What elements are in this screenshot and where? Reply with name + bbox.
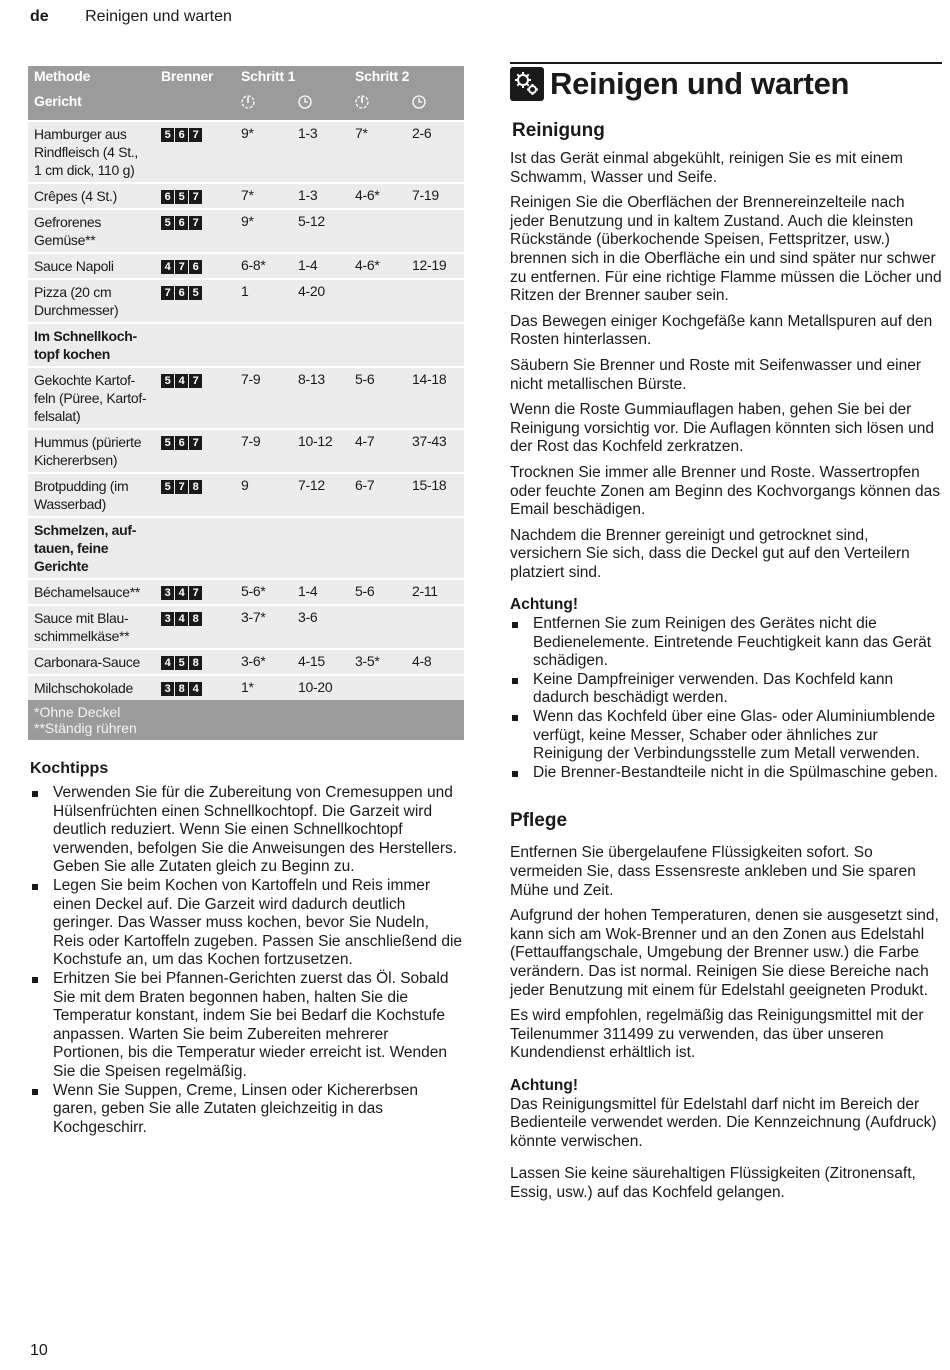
list-item: Erhitzen Sie bei Pfannen-Gerichten zuerst das Öl. Sobald Sie mit dem Braten begonnen haben, halten Sie die Temperatur konstant, indem Sie bei Bedarf die Kochstufe anpassen. Warten Sie beim Zubereiten mehrerer Portionen, bis die Temperatur wieder erreicht ist. Wenden Sie die Speisen regelmäßig. bbox=[30, 970, 462, 1082]
section-label: Schmelzen, auftauen, feine Gerichte bbox=[34, 522, 137, 574]
s1-time-cell: 3-6 bbox=[298, 609, 318, 625]
table-row bbox=[28, 279, 464, 323]
dish-name: Pizza (20 cm Durchmesser) bbox=[34, 284, 119, 318]
burner-digit: 7 bbox=[175, 260, 188, 274]
table-row bbox=[28, 367, 464, 429]
paragraph: Trocknen Sie immer alle Brenner und Roste. Wassertropfen oder feuchte Zonen am Beginn des Kochvorgangs können das Email beschädigen. bbox=[510, 463, 940, 519]
burner-digit: 4 bbox=[175, 586, 188, 600]
s2-time-cell: 2-11 bbox=[412, 583, 438, 599]
s1-level-cell: 1 bbox=[241, 283, 249, 299]
header-burner: Brenner bbox=[161, 68, 214, 84]
s2-time-cell: 12-19 bbox=[412, 257, 447, 273]
dish-name: Crêpes (4 St.) bbox=[34, 188, 117, 204]
burner-digit: 5 bbox=[161, 436, 174, 450]
paragraph: Entfernen Sie übergelaufene Flüssigkeiten sofort. So vermeiden Sie, dass Essensreste ankleben und Sie sparen Mühe und Zeit. bbox=[510, 844, 916, 899]
burner-code bbox=[161, 656, 202, 670]
burner-digit: 3 bbox=[161, 612, 174, 626]
burner-digit: 4 bbox=[175, 612, 188, 626]
burner-digit: 8 bbox=[175, 682, 188, 696]
table-row bbox=[28, 473, 464, 517]
power-level-icon bbox=[355, 95, 369, 109]
burner-digit: 3 bbox=[161, 586, 174, 600]
burner-code bbox=[161, 586, 202, 600]
warning-text: Das Reinigungsmittel für Edelstahl darf nicht im Bereich der Bedienteile verwendet werden. Die Kennzeichnung (Aufdruck) könnte verwischen. bbox=[510, 1095, 937, 1150]
table-row bbox=[28, 675, 464, 700]
burner-digit: 7 bbox=[189, 586, 202, 600]
clock-icon bbox=[298, 95, 312, 109]
s2-time-cell bbox=[406, 279, 464, 323]
paragraph: Das Bewegen einiger Kochgefäße kann Metallspuren auf den Rosten hinterlassen. bbox=[510, 312, 933, 349]
burner-digit: 5 bbox=[161, 216, 174, 230]
table-row bbox=[28, 253, 464, 279]
burner-digit: 5 bbox=[161, 480, 174, 494]
section-title-cleaning: Reinigung bbox=[512, 120, 605, 141]
s1-time-cell: 4-15 bbox=[298, 653, 325, 669]
s2-level-cell: 4-7 bbox=[355, 433, 375, 449]
s2-level-cell: 4-6* bbox=[355, 187, 380, 203]
burner-digit: 5 bbox=[189, 286, 202, 300]
paragraph: Ist das Gerät einmal abgekühlt, reinigen Sie es mit einem Schwamm, Wasser und Seife. bbox=[510, 150, 903, 186]
burner-digit: 5 bbox=[175, 656, 188, 670]
s1-time-cell: 5-12 bbox=[298, 213, 325, 229]
dish-name: Hamburger aus Rindfleisch (4 St., 1 cm dick, 110 g) bbox=[34, 126, 139, 178]
burner-digit: 6 bbox=[175, 216, 188, 230]
burner-digit: 7 bbox=[189, 374, 202, 388]
chapter-title: Reinigen und warten bbox=[550, 66, 850, 101]
power-level-icon bbox=[241, 95, 255, 109]
table-row bbox=[28, 209, 464, 253]
s1-time-cell: 1-4 bbox=[298, 257, 318, 273]
language-code: de bbox=[30, 8, 49, 25]
dish-name: Hummus (pürierte Kichererbsen) bbox=[34, 434, 142, 468]
s1-level-cell: 3-7* bbox=[241, 609, 266, 625]
table-section-row bbox=[28, 517, 464, 579]
header-method: Methode bbox=[34, 68, 91, 84]
header-step1: Schritt 1 bbox=[241, 68, 296, 84]
dish-name: Milchschokolade bbox=[34, 680, 133, 696]
burner-digit: 5 bbox=[161, 128, 174, 142]
burner-code bbox=[161, 286, 202, 300]
s1-time-cell: 1-3 bbox=[298, 125, 318, 141]
s1-level-cell: 9 bbox=[241, 477, 249, 493]
page-header bbox=[30, 8, 232, 26]
burner-digit: 7 bbox=[189, 190, 202, 204]
s2-level-cell: 7* bbox=[355, 125, 368, 141]
s2-level-cell bbox=[349, 279, 406, 323]
warning-title: Achtung! bbox=[510, 1076, 579, 1094]
s1-level-cell: 5-6* bbox=[241, 583, 266, 599]
s1-time-cell: 1-4 bbox=[298, 583, 318, 599]
list-item: Entfernen Sie zum Reinigen des Gerätes nicht die Bedienelemente. Eintretende Feuchtigkeit kann das Gerät schädigen. bbox=[510, 615, 942, 671]
dish-name: Brotpudding (im Wasserbad) bbox=[34, 478, 129, 512]
footnote: **Ständig rühren bbox=[34, 720, 137, 736]
burner-digit: 4 bbox=[189, 682, 202, 696]
burner-digit: 5 bbox=[175, 190, 188, 204]
burner-digit: 6 bbox=[175, 286, 188, 300]
s2-time-cell: 14-18 bbox=[412, 371, 447, 387]
table-row bbox=[28, 605, 464, 649]
dish-name: Sauce mit Blauschimmelkäse** bbox=[34, 610, 130, 644]
s1-time-cell: 10-20 bbox=[298, 679, 333, 695]
s2-level-cell: 6-7 bbox=[355, 477, 375, 493]
list-item: Verwenden Sie für die Zubereitung von Cremesuppen und Hülsenfrüchten einen Schnellkochtopf. Die Garzeit wird deutlich reduziert. Wenn Sie einen Schnellkochtopf verwenden, befolgen Sie die Anweisungen des Herstellers. Geben Sie alle Zutaten gleich zu Beginn zu. bbox=[30, 784, 462, 877]
s2-time-cell bbox=[406, 605, 464, 649]
burner-digit: 8 bbox=[189, 656, 202, 670]
burner-digit: 3 bbox=[161, 682, 174, 696]
list-item: Wenn das Kochfeld über eine Glas- oder Aluminiumblende verfügt, keine Messer, Schaber oder ähnliches zur Reinigung der Verbindungsstelle zum Metall verwenden. bbox=[510, 708, 942, 764]
s2-time-cell: 4-8 bbox=[412, 653, 432, 669]
cleaning-gear-icon bbox=[510, 67, 544, 101]
s1-level-cell: 7* bbox=[241, 187, 254, 203]
page-number: 10 bbox=[30, 1342, 48, 1359]
s2-time-cell: 2-6 bbox=[412, 125, 432, 141]
paragraph: Reinigen Sie die Oberflächen der Brennereinzelteile nach jeder Benutzung und in kaltem Zustand. Auch die kleinsten Rückstände (überkochende Speisen, Fettspritzer, usw.) brennen sich in die Oberfläche ein und sind später nur schwer zu entfernen. Für eine richtige Flamme müssen die Löcher und Ritzen der Brenner sauber sein. bbox=[510, 194, 942, 305]
paragraph: Säubern Sie Brenner und Roste mit Seifenwasser und einer nicht metallischen Bürste. bbox=[510, 356, 921, 393]
table-row bbox=[28, 121, 464, 183]
burner-code bbox=[161, 190, 202, 204]
chapter-heading bbox=[510, 62, 942, 102]
burner-digit: 8 bbox=[189, 612, 202, 626]
s2-time-cell bbox=[406, 675, 464, 700]
section-label: Im Schnellkochtopf kochen bbox=[34, 328, 138, 362]
header-step2: Schritt 2 bbox=[355, 68, 410, 84]
burner-digit: 5 bbox=[161, 374, 174, 388]
table-row bbox=[28, 649, 464, 675]
s2-time-cell: 37-43 bbox=[412, 433, 447, 449]
s1-time-cell: 7-12 bbox=[298, 477, 325, 493]
s1-level-cell: 6-8* bbox=[241, 257, 266, 273]
s2-time-cell: 15-18 bbox=[412, 477, 447, 493]
s1-time-cell: 8-13 bbox=[298, 371, 325, 387]
dish-name: Sauce Napoli bbox=[34, 258, 114, 274]
s1-level-cell: 9* bbox=[241, 125, 254, 141]
table-row bbox=[28, 183, 464, 209]
burner-digit: 6 bbox=[161, 190, 174, 204]
burner-code bbox=[161, 612, 202, 626]
s1-level-cell: 3-6* bbox=[241, 653, 266, 669]
burner-code bbox=[161, 436, 202, 450]
s2-time-cell: 7-19 bbox=[412, 187, 439, 203]
section-title-care: Pflege bbox=[510, 810, 568, 832]
burner-code bbox=[161, 682, 202, 696]
burner-code bbox=[161, 374, 202, 388]
s2-level-cell bbox=[349, 209, 406, 253]
burner-digit: 7 bbox=[161, 286, 174, 300]
burner-digit: 7 bbox=[189, 128, 202, 142]
burner-digit: 6 bbox=[175, 436, 188, 450]
header-dish: Gericht bbox=[34, 93, 82, 109]
cleaning-chapter bbox=[510, 62, 942, 1210]
table-row bbox=[28, 429, 464, 473]
table-footnotes bbox=[28, 700, 464, 740]
burner-code bbox=[161, 480, 202, 494]
list-item: Legen Sie beim Kochen von Kartoffeln und Reis immer einen Deckel auf. Die Garzeit wird dadurch deutlich geringer. Das Wasser muss kochen, bevor Sie Nudeln, Reis oder Kartoffeln zugeben. Passen Sie anschließend die Kochstufe an, um das Kochen fortzusetzen. bbox=[30, 877, 462, 970]
burner-digit: 7 bbox=[189, 436, 202, 450]
s2-level-cell: 4-6* bbox=[355, 257, 380, 273]
burner-code bbox=[161, 260, 202, 274]
s1-time-cell: 4-20 bbox=[298, 283, 325, 299]
dish-name: Béchamelsauce** bbox=[34, 584, 141, 600]
burner-digit: 6 bbox=[175, 128, 188, 142]
paragraph: Nachdem die Brenner gereinigt und getrocknet sind, versichern Sie sich, dass die Deckel gut auf den Verteilern platziert sind. bbox=[510, 526, 910, 581]
warning-list bbox=[510, 615, 942, 782]
s1-level-cell: 7-9 bbox=[241, 433, 261, 449]
warning-title: Achtung! bbox=[510, 596, 579, 614]
s2-level-cell bbox=[349, 675, 406, 700]
tips-list bbox=[30, 784, 462, 1137]
clock-icon bbox=[412, 95, 426, 109]
burner-digit: 4 bbox=[161, 656, 174, 670]
s1-level-cell: 9* bbox=[241, 213, 254, 229]
paragraph: Wenn die Roste Gummiauflagen haben, gehen Sie bei der Reinigung vorsichtig vor. Die Auflagen könnten sich lösen und der Rost das Kochfeld zerkratzen. bbox=[510, 401, 934, 456]
s1-time-cell: 10-12 bbox=[298, 433, 333, 449]
s1-level-cell: 7-9 bbox=[241, 371, 261, 387]
paragraph: Es wird empfohlen, regelmäßig das Reinigungsmittel mit der Teilenummer 311499 zu verwenden, das über unseren Kundendienst erhältlich ist. bbox=[510, 1007, 924, 1062]
s2-level-cell bbox=[349, 605, 406, 649]
list-item: Die Brenner-Bestandteile nicht in die Spülmaschine geben. bbox=[510, 764, 942, 783]
s2-level-cell: 3-5* bbox=[355, 653, 380, 669]
burner-digit: 6 bbox=[189, 260, 202, 274]
burner-digit: 7 bbox=[175, 480, 188, 494]
s2-level-cell: 5-6 bbox=[355, 583, 375, 599]
burner-code bbox=[161, 128, 202, 142]
s1-level-cell: 1* bbox=[241, 679, 254, 695]
s2-level-cell: 5-6 bbox=[355, 371, 375, 387]
table-row bbox=[28, 579, 464, 605]
header-title: Reinigen und warten bbox=[85, 8, 232, 25]
s2-time-cell bbox=[406, 209, 464, 253]
tips-title: Kochtipps bbox=[30, 760, 109, 777]
burner-digit: 4 bbox=[175, 374, 188, 388]
dish-name: Carbonara-Sauce bbox=[34, 654, 141, 670]
s1-time-cell: 1-3 bbox=[298, 187, 318, 203]
burner-code bbox=[161, 216, 202, 230]
cooking-table bbox=[28, 66, 464, 740]
burner-digit: 4 bbox=[161, 260, 174, 274]
paragraph: Aufgrund der hohen Temperaturen, denen sie ausgesetzt sind, kann sich am Wok-Brenner und an den Zonen aus Edelstahl (Fettauffangschale, Umgebung der Brenner usw.) die Farbe verändern. Das ist normal. Reinigen Sie diese Bereiche nach jeder Benutzung mit einem für Edelstahl geeigneten Produkt. bbox=[510, 907, 939, 999]
dish-name: Gekochte Kartoffeln (Püree, Kartoffelsalat) bbox=[34, 372, 147, 424]
list-item: Wenn Sie Suppen, Creme, Linsen oder Kichererbsen garen, geben Sie alle Zutaten gleichzeitig in das Kochgeschirr. bbox=[30, 1082, 462, 1138]
dish-name: Gefrorenes Gemüse** bbox=[34, 214, 102, 248]
burner-digit: 7 bbox=[189, 216, 202, 230]
footnote: *Ohne Deckel bbox=[34, 704, 121, 720]
paragraph: Lassen Sie keine säurehaltigen Flüssigkeiten (Zitronensaft, Essig, usw.) auf das Kochfeld gelangen. bbox=[510, 1165, 916, 1201]
burner-digit: 8 bbox=[189, 480, 202, 494]
list-item: Keine Dampfreiniger verwenden. Das Kochfeld kann dadurch beschädigt werden. bbox=[510, 671, 942, 708]
table-section-row bbox=[28, 323, 464, 367]
